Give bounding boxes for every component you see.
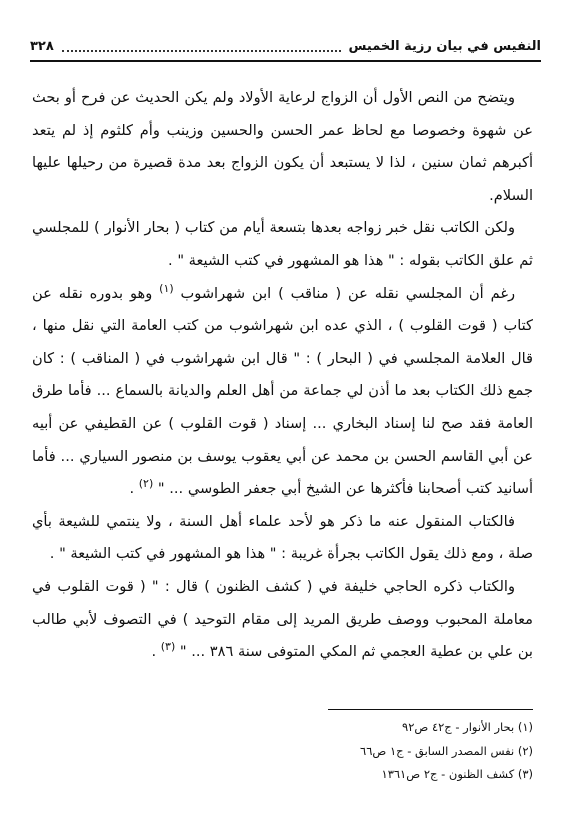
header-rule	[30, 60, 541, 62]
paragraph-5-tail: .	[151, 643, 161, 661]
footnote-1: (١) بحار الأنوار - ج٤٢ ص٩٢	[402, 720, 533, 734]
footnote-separator	[328, 709, 533, 710]
paragraph-5	[32, 571, 533, 669]
paragraph-4	[32, 506, 533, 571]
paragraph-1	[32, 82, 533, 212]
header-title: النفيس في بيان رزية الخميس	[348, 38, 541, 54]
body-text	[32, 82, 533, 669]
paragraph-1-text: ويتضح من النص الأول أن الزواج لرعاية الأولاد ولم يكن الحديث عن فرح أو بحث عن شهوة وخصوصا مع لحاظ عمر الحسن والحسين وزينب وأم كلثوم إذ لم يتعد أكبرهم ثمان سنين ، لذا لا يستبعد أن يكون الزواج بعد مدة قصيرة من رحيلها عليها السلام.	[32, 89, 533, 204]
running-header	[30, 34, 541, 58]
paragraph-3-text-cont: وهو بدوره نقله عن كتاب ( قوت القلوب ) ، الذي عده ابن شهراشوب من كتب العامة التي نقل منها ، قال العلامة المجلسي في ( البحار ) : " قال ابن شهراشوب في ( المناقب ) : كان جمع ذلك الكتاب بعد ما أذن لي جماعة من أهل العلم والديانة بالسماع ... فأما طرق العامة فقد صح لنا إسناد البخاري ... إسناد ( قوت القلوب ) عن القطيفي عن أبيه عن أبي القاسم الحسن بن محمد عن أبي يعقوب يوسف بن منصور السياري ... فأما أسانيد كتب أصحابنا فأكثرها عن الشيخ أبي جعفر الطوسي ... "	[32, 284, 533, 498]
footnotes	[32, 716, 533, 787]
paragraph-2	[32, 212, 533, 277]
paragraph-5-text: والكتاب ذكره الحاجي خليفة في ( كشف الظنون ) قال : " ( قوت القلوب في معاملة المحبوب ووصف طريق المريد إلى مقام التوحيد ) في التصوف لأبي طالب بن علي بن عطية العجمي ثم المكي المتوفى سنة ٣٨٦ ... "	[32, 577, 533, 661]
footnote-ref-2[interactable]: (٢)	[138, 477, 154, 491]
paragraph-2-text: ولكن الكاتب نقل خبر زواجه بعدها بتسعة أيام من كتاب ( بحار الأنوار ) للمجلسي ثم علق الكاتب بقوله : " هذا هو المشهور في كتب الشيعة " .	[32, 219, 533, 269]
footnote-3: (٣) كشف الظنون - ج٢ ص١٣٦١	[381, 767, 533, 781]
page-number: ٣٢٨	[30, 38, 54, 54]
footnote-2: (٢) نفس المصدر السابق - ج١ ص٦٦	[360, 743, 533, 758]
footnote-ref-3[interactable]: (٣)	[160, 640, 176, 654]
paragraph-3-text: رغم أن المجلسي نقله عن ( مناقب ) ابن شهراشوب	[180, 284, 515, 302]
footnote-ref-1[interactable]: (١)	[159, 281, 174, 295]
paragraph-3	[32, 278, 533, 506]
paragraph-3-tail: .	[129, 480, 139, 498]
header-dot-leader	[62, 49, 341, 52]
paragraph-4-text: فالكتاب المنقول عنه ما ذكر هو لأحد علماء أهل السنة ، ولا ينتمي للشيعة بأي صلة ، ومع ذلك يقول الكاتب بجرأة غريبة : " هذا هو المشهور في كتب الشيعة " .	[32, 512, 533, 563]
